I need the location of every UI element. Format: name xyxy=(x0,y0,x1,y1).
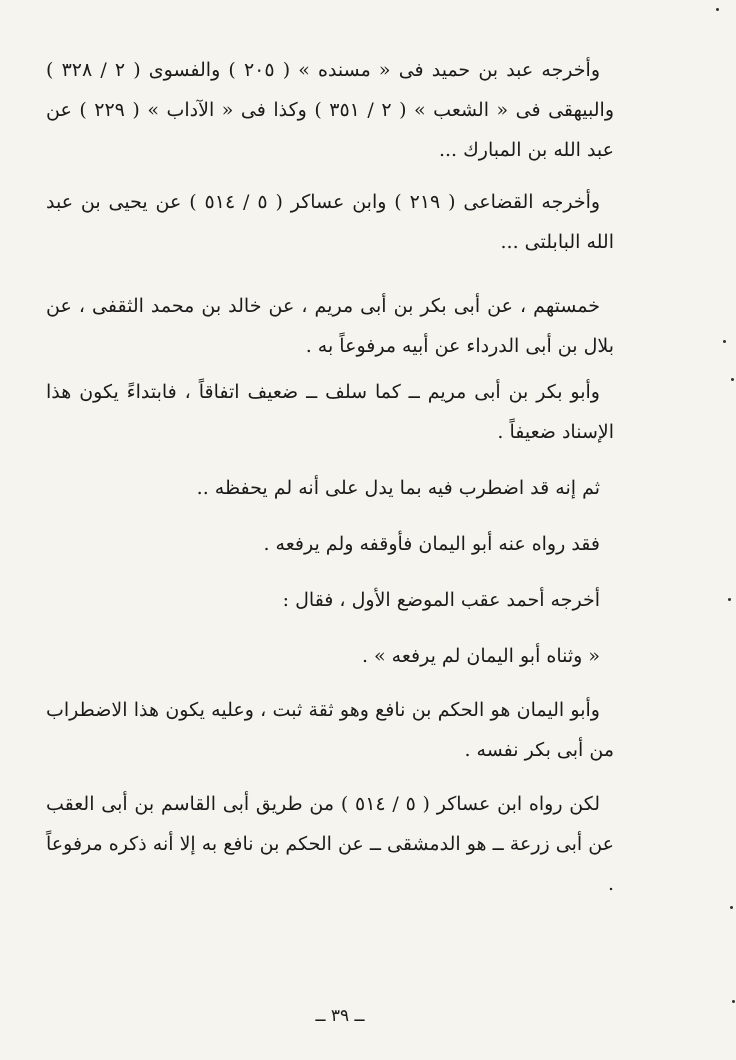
scan-speck xyxy=(730,906,733,909)
paragraph-quote: « وثناه أبو اليمان لم يرفعه » . xyxy=(361,645,600,667)
paragraph-al-hakam-ibn-nafi: وأبو اليمان هو الحكم بن نافع وهو ثقة ثبت ، وعليه يكون هذا الاضطراب من أبى بكر نفسه . xyxy=(46,699,614,761)
paragraph-five-narrators: خمستهم ، عن أبى بكر بن أبى مريم ، عن خالد بن محمد الثقفى ، عن بلال بن أبى الدرداء عن أبيه مرفوعاً به . xyxy=(46,295,614,357)
scan-speck xyxy=(728,598,731,601)
paragraph-takhrij-qudai: وأخرجه القضاعى ( ٢١٩ ) وابن عساكر ( ٥ / ٥١٤ ) عن يحيى بن عبد الله البابلتى ... xyxy=(46,191,614,253)
scan-speck xyxy=(723,340,726,343)
scan-speck xyxy=(716,8,719,11)
paragraph-abu-al-yaman-mawquf: فقد رواه عنه أبو اليمان فأوقفه ولم يرفعه . xyxy=(263,533,600,555)
paragraph-idtirab: ثم إنه قد اضطرب فيه بما يدل على أنه لم يحفظه .. xyxy=(196,477,600,499)
paragraph-ibn-asakir-marfu: لكن رواه ابن عساكر ( ٥ / ٥١٤ ) من طريق أبى القاسم بن أبى العقب عن أبى زرعة ــ هو الدمشقى ــ عن الحكم بن نافع به إلا أنه ذكره مرفوعاً . xyxy=(46,793,614,895)
paragraph-takhrij-abd-ibn-humaid: وأخرجه عبد بن حميد فى « مسنده » ( ٢٠٥ ) والفسوى ( ٢ / ٣٢٨ ) والبيهقى فى « الشعب » ( ٢ / ٣٥١ ) وكذا فى « الآداب » ( ٢٢٩ ) عن عبد الله بن المبارك ... xyxy=(46,59,615,161)
scan-speck xyxy=(732,1000,735,1003)
scan-speck xyxy=(731,378,734,381)
paragraph-ahmad-said: أخرجه أحمد عقب الموضع الأول ، فقال : xyxy=(282,589,600,611)
paragraph-abu-bakr-weak: وأبو بكر بن أبى مريم ــ كما سلف ــ ضعيف اتفاقاً ، فابتداءً يكون هذا الإسناد ضعيفاً . xyxy=(46,381,614,443)
page-number: ــ ٣٩ ــ xyxy=(315,1006,365,1026)
